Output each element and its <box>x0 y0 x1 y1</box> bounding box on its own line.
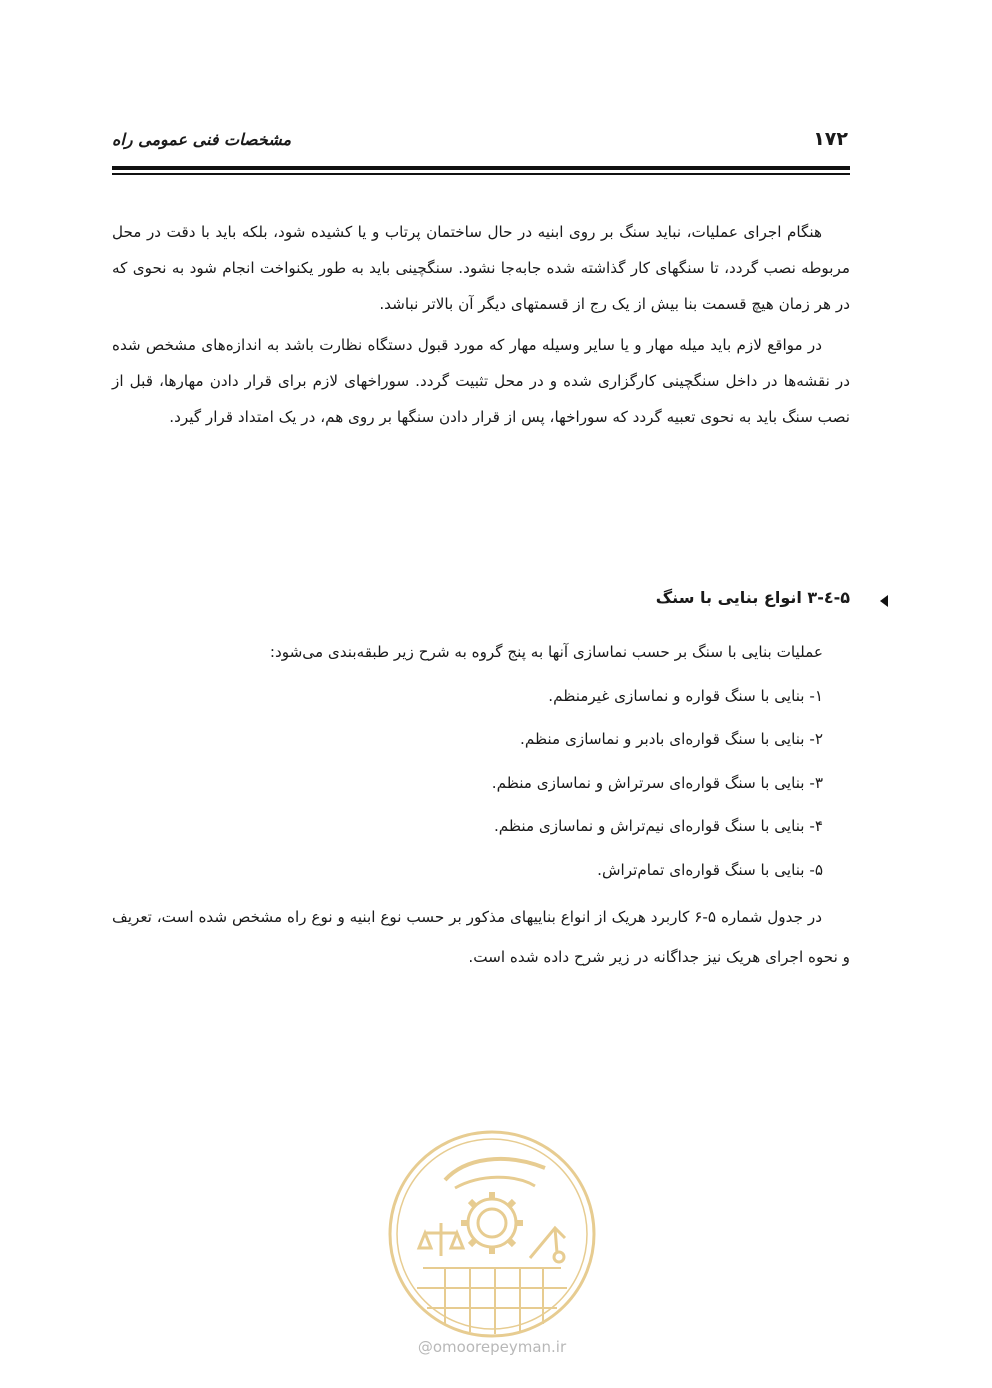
masonry-types-list <box>112 631 823 893</box>
closing-text: در جدول شماره ۵-۶ کاربرد هریک از انواع بناییهای مذکور بر حسب نوع ابنیه و نوع راه مشخص شده است، تعریف و نحوه اجرای هریک نیز جداگانه در زیر شرح داده شده است. <box>112 908 850 966</box>
header-rule-thick <box>112 166 850 170</box>
list-item: ۲- بنایی با سنگ قواره‌ای بادبر و نماسازی منظم. <box>520 730 823 749</box>
paragraph-1: هنگام اجرای عملیات، نباید سنگ بر روی ابنیه در حال ساختمان پرتاب و یا کشیده شود، بلکه باید با دقت در محل مربوطه نصب گردد، تا سنگهای کار گذاشته شده جابه‌جا نشود. سنگچینی باید به طور یکنواخت انجام شود به نحوی که در هر زمان هیچ قسمت بنا بیش از یک رج از قسمتهای دیگر آن بالاتر نباشد. <box>112 223 850 314</box>
running-title: مشخصات فنی عمومی راه <box>112 130 292 149</box>
triangle-bullet-icon <box>880 595 888 607</box>
body-text <box>112 214 850 435</box>
watermark-url: @omoorepeyman.ir <box>417 1338 567 1356</box>
paragraph-2: در مواقع لازم باید میله مهار و یا سایر وسیله مهار که مورد قبول دستگاه نظارت باشد به اندازه‌های مشخص شده در نقشه‌ها در داخل سنگچینی کارگزاری شده و در محل تثبیت گردد. سوراخهای لازم برای قرار دادن مهارها، قبل از نصب سنگ باید به نحوی تعبیه گردد که سوراخها، پس از قرار دادن سنگها بر روی هم، در یک امتداد قرار گیرد. <box>112 335 850 427</box>
list-intro: عملیات بنایی با سنگ بر حسب نماسازی آنها به پنج گروه به شرح زیر طبقه‌بندی می‌شود: <box>269 643 823 661</box>
list-item: ۳- بنایی با سنگ قواره‌ای سرتراش و نماسازی منظم. <box>491 773 823 792</box>
section-heading-text: ۵-٤-۳ انواع بنایی با سنگ <box>655 588 850 607</box>
closing-paragraph <box>112 897 850 977</box>
page-number: ۱۷۲ <box>813 128 848 150</box>
watermark-logo <box>385 1128 599 1340</box>
section-heading <box>656 588 850 607</box>
list-item: ۱- بنایی با سنگ قواره و نماسازی غیرمنظم. <box>548 686 823 705</box>
header-rule-thin <box>112 173 850 175</box>
list-item: ۴- بنایی با سنگ قواره‌ای نیم‌تراش و نماسازی منظم. <box>493 817 823 836</box>
page-header <box>112 128 850 158</box>
list-item: ۵- بنایی با سنگ قواره‌ای تمام‌تراش. <box>597 860 823 879</box>
